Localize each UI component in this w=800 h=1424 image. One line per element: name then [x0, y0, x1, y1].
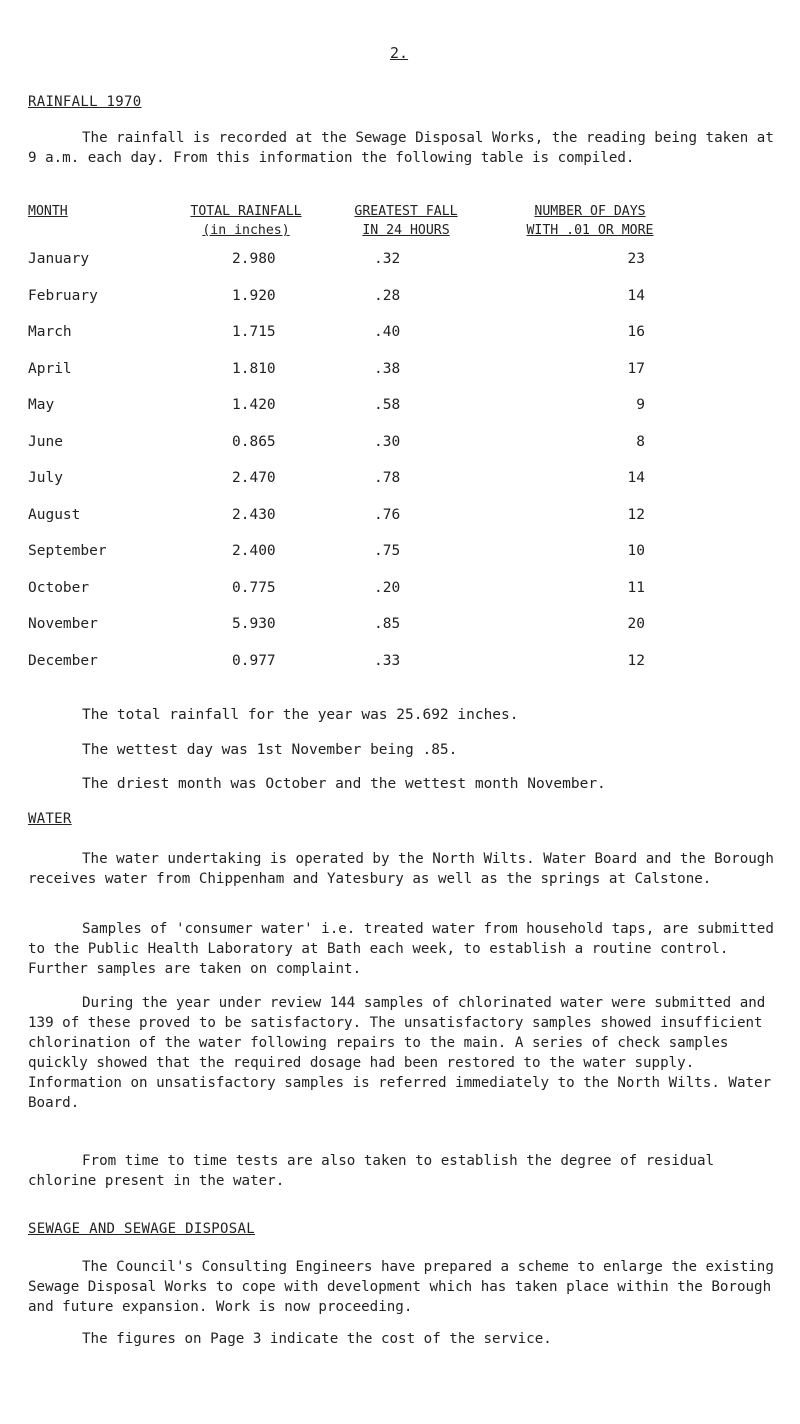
greatest-fall-cell: .33 [374, 652, 401, 669]
table-row [0, 543, 800, 565]
month-cell: August [28, 506, 81, 523]
month-cell: July [28, 470, 63, 486]
number-of-days-cell: 14 [627, 287, 645, 304]
total-rainfall-cell: 5.930 [232, 616, 276, 632]
number-of-days-cell: 20 [627, 616, 645, 632]
month-cell: January [28, 251, 90, 267]
table-row [0, 616, 800, 638]
greatest-fall-cell: .40 [374, 324, 401, 340]
total-rainfall-cell: 1.810 [232, 360, 276, 377]
total-rainfall-statement: The total rainfall for the year was 25.692 inches. [82, 707, 519, 723]
sewage-heading: SEWAGE AND SEWAGE DISPOSAL [28, 1221, 255, 1237]
greatest-fall-cell: .78 [374, 470, 401, 486]
number-of-days-cell: 8 [636, 433, 645, 450]
total-rainfall-cell: 1.920 [232, 287, 276, 304]
month-cell: December [28, 652, 98, 669]
greatest-fall-cell: .85 [374, 616, 401, 632]
rainfall-intro: The rainfall is recorded at the Sewage Disposal Works, the reading being taken at 9 a.m. each day. From this information the following table is compiled. [28, 130, 774, 166]
table-row [0, 434, 800, 456]
column-header-month: MONTH [28, 204, 68, 219]
table-row [0, 470, 800, 492]
wettest-day-statement: The wettest day was 1st November being .85. [82, 742, 458, 758]
sewage-paragraph-2: The figures on Page 3 indicate the cost of the service. [82, 1331, 552, 1347]
water-paragraph-3: During the year under review 144 samples of chlorinated water were submitted and 139 of these proved to be satisfactory. The unsatisfactory samples showed insufficient chlorination of the water following repairs to the main. A series of check samples quickly showed that the required dosage had been restored to the water supply. Information on unsatisfactory samples is referred immediately to the North Wilts. Water Board. [28, 995, 772, 1111]
total-rainfall-cell: 2.430 [232, 506, 276, 523]
table-row [0, 580, 800, 602]
month-cell: March [28, 324, 72, 340]
page-number: 2. [390, 44, 409, 62]
table-row [0, 397, 800, 419]
total-rainfall-cell: 2.400 [232, 543, 276, 559]
table-row [0, 507, 800, 529]
number-of-days-cell: 14 [627, 470, 645, 486]
driest-month-statement: The driest month was October and the wettest month November. [82, 776, 606, 792]
water-paragraph-4: From time to time tests are also taken to establish the degree of residual chlorine present in the water. [28, 1153, 715, 1189]
total-rainfall-cell: 1.715 [232, 324, 276, 340]
table-row [0, 361, 800, 383]
sewage-paragraph-1: The Council's Consulting Engineers have prepared a scheme to enlarge the existing Sewage Disposal Works to cope with development which has taken place within the Borough and future expansion. Work is now proceeding. [28, 1259, 774, 1315]
number-of-days-cell: 17 [627, 360, 645, 377]
total-rainfall-cell: 0.775 [232, 579, 276, 596]
total-rainfall-cell: 2.980 [232, 251, 276, 267]
water-heading: WATER [28, 811, 72, 827]
column-header-greatest-fall: GREATEST FALL IN 24 HOURS [354, 204, 458, 238]
number-of-days-cell: 11 [627, 579, 645, 596]
greatest-fall-cell: .58 [374, 397, 401, 413]
water-paragraph-1: The water undertaking is operated by the North Wilts. Water Board and the Borough receives water from Chippenham and Yatesbury as well as the springs at Calstone. [28, 851, 774, 887]
number-of-days-cell: 9 [636, 397, 645, 413]
number-of-days-cell: 10 [627, 543, 645, 559]
table-row [0, 324, 800, 346]
table-row [0, 288, 800, 310]
total-rainfall-cell: 2.470 [232, 470, 276, 486]
month-cell: May [28, 397, 55, 413]
number-of-days-cell: 12 [627, 506, 645, 523]
month-cell: April [28, 360, 72, 377]
column-header-number-of-days: NUMBER OF DAYS WITH .01 OR MORE [526, 204, 654, 238]
greatest-fall-cell: .76 [374, 506, 401, 523]
number-of-days-cell: 12 [627, 652, 645, 669]
water-paragraph-2: Samples of 'consumer water' i.e. treated water from household taps, are submitted to the Public Health Laboratory at Bath each week, to establish a routine control. Further samples are taken on complaint. [28, 921, 774, 977]
column-header-total-rainfall: TOTAL RAINFALL (in inches) [190, 204, 302, 238]
month-cell: June [28, 433, 63, 450]
month-cell: November [28, 616, 98, 632]
greatest-fall-cell: .20 [374, 579, 401, 596]
greatest-fall-cell: .75 [374, 543, 401, 559]
greatest-fall-cell: .30 [374, 433, 401, 450]
month-cell: October [28, 579, 90, 596]
greatest-fall-cell: .32 [374, 251, 401, 267]
greatest-fall-cell: .28 [374, 287, 401, 304]
month-cell: February [28, 287, 98, 304]
rainfall-heading: RAINFALL 1970 [28, 94, 142, 110]
number-of-days-cell: 23 [627, 251, 645, 267]
greatest-fall-cell: .38 [374, 360, 401, 377]
table-row [0, 251, 800, 273]
total-rainfall-cell: 0.977 [232, 652, 276, 669]
month-cell: September [28, 543, 107, 559]
total-rainfall-cell: 1.420 [232, 397, 276, 413]
table-row [0, 653, 800, 675]
total-rainfall-cell: 0.865 [232, 433, 276, 450]
number-of-days-cell: 16 [627, 324, 645, 340]
